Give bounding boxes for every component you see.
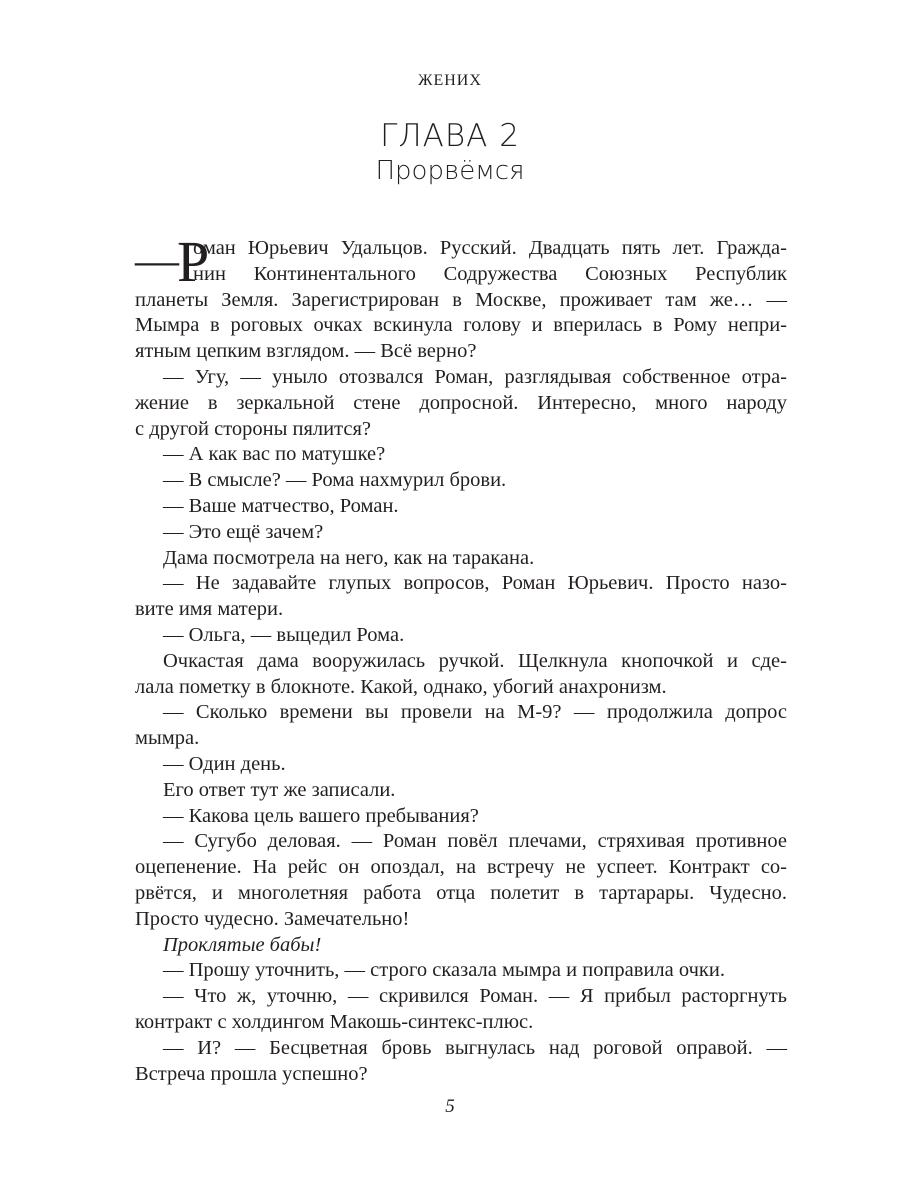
text-line: нин Континентального Содружества Союзных Республик: [193, 262, 787, 285]
text-line: — Ольга, — выцедил Рома.: [163, 623, 405, 646]
text-line: — Один день.: [163, 752, 286, 775]
text-line: ятным цепким взглядом. — Всё верно?: [135, 340, 477, 363]
text-line: оман Юрьевич Удальцов. Русский. Двадцать пять лет. Гражда-: [193, 237, 787, 259]
running-head: ЖЕНИХ: [418, 72, 482, 89]
text-line: Его ответ тут же записали.: [163, 778, 396, 801]
text-line: — Прошу уточнить, — строго сказала мымра и поправила очки.: [163, 959, 725, 982]
text-line: Мымра в роговых очках вскинула голову и вперилась в Рому непри-: [135, 314, 787, 337]
text-line: — Сугубо деловая. — Роман повёл плечами, стряхивая противное: [163, 830, 787, 853]
text-line: мымра.: [135, 727, 200, 750]
text-line: — Сколько времени вы провели на М-9? — продолжила допрос: [163, 701, 787, 724]
drop-cap-dash: —: [135, 236, 179, 285]
text-line: Проклятые бабы!: [163, 933, 322, 956]
text-line: — Ваше матчество, Роман.: [163, 494, 399, 517]
drop-cap: [135, 229, 210, 294]
page-number: 5: [445, 1096, 455, 1117]
text-line: лала пометку в блокноте. Какой, однако, убогий анахронизм.: [135, 675, 667, 698]
text-line: с другой стороны пялится?: [135, 417, 371, 440]
body-text: [135, 229, 787, 1087]
text-line: — Какова цель вашего пребывания?: [163, 804, 479, 827]
text-line: — Что ж, уточню, — скривился Роман. — Я прибыл расторгнуть: [163, 985, 787, 1008]
text-line: — В смысле? — Рома нахмурил брови.: [163, 469, 507, 492]
text-line: оцепенение. На рейс он опоздал, на встречу не успеет. Контракт со-: [135, 856, 787, 879]
text-line: — Не задавайте глупых вопросов, Роман Юрьевич. Просто назо-: [163, 572, 787, 595]
text-line: — А как вас по матушке?: [163, 443, 386, 466]
text-line: Очкастая дама вооружилась ручкой. Щелкнула кнопочкой и сде-: [163, 649, 787, 672]
text-line: — Это ещё зачем?: [163, 520, 324, 543]
text-line: контракт с холдингом Макошь-синтекс-плюс.: [135, 1010, 534, 1033]
text-line: Встреча прошла успешно?: [135, 1062, 368, 1085]
text-line: жение в зеркальной стене допросной. Интересно, много народу: [135, 391, 787, 414]
drop-cap-letter: Р: [177, 229, 210, 294]
chapter-title: Прорвёмся: [375, 156, 525, 186]
text-line: — Угу, — уныло отозвался Роман, разглядывая собственное отра-: [163, 365, 787, 388]
text-line: планеты Земля. Зарегистрирован в Москве, проживает там же… —: [135, 288, 787, 311]
text-line: Дама посмотрела на него, как на таракана.: [163, 546, 535, 569]
text-line: Просто чудесно. Замечательно!: [135, 907, 410, 930]
text-line: вите имя матери.: [135, 598, 284, 621]
text-line: рвётся, и многолетняя работа отца полетит в тартарары. Чудесно.: [135, 881, 787, 904]
chapter-number: ГЛАВА 2: [380, 118, 520, 154]
text-line: — И? — Бесцветная бровь выгнулась над роговой оправой. —: [163, 1036, 787, 1059]
